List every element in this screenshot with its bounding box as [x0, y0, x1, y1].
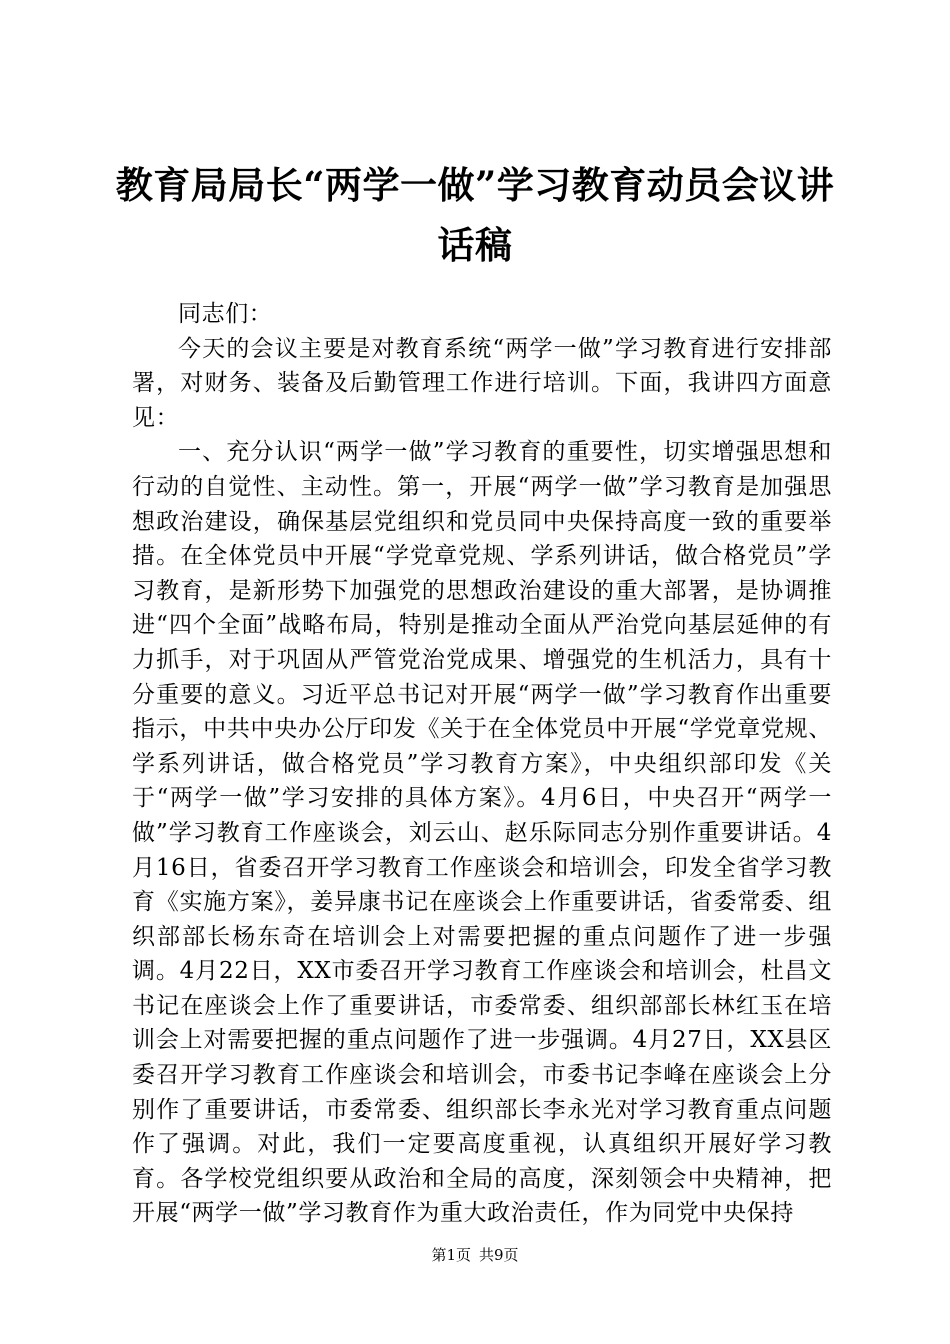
document-title: 教育局局长“两学一做”学习教育动员会议讲话稿 — [115, 163, 835, 267]
page-number: 第1页 — [431, 1246, 471, 1264]
page-total: 共9页 — [479, 1246, 519, 1264]
page-footer — [0, 1245, 950, 1265]
document-body — [132, 297, 832, 1231]
paragraph-intro: 今天的会议主要是对教育系统“两学一做”学习教育进行安排部署，对财务、装备及后勤管理工作进行培训。下面，我讲四方面意见： — [132, 335, 832, 431]
paragraph-section-one: 一、充分认识“两学一做”学习教育的重要性，切实增强思想和行动的自觉性、主动性。第一，开展“两学一做”学习教育是加强思想政治建设，确保基层党组织和党员同中央保持高度一致的重要举措。在全体党员中开展“学党章党规、学系列讲话，做合格党员”学习教育，是新形势下加强党的思想政治建设的重大部署，是协调推进“四个全面”战略布局，特别是推动全面从严治党向基层延伸的有力抓手，对于巩固从严管党治党成果、增强党的生机活力，具有十分重要的意义。习近平总书记对开展“两学一做”学习教育作出重要指示，中共中央办公厅印发《关于在全体党员中开展“学党章党规、学系列讲话，做合格党员”学习教育方案》，中央组织部印发《关于“两学一做”学习安排的具体方案》。4月6日，中央召开“两学一做”学习教育工作座谈会，刘云山、赵乐际同志分别作重要讲话。4月16日，省委召开学习教育工作座谈会和培训会，印发全省学习教育《实施方案》，姜异康书记在座谈会上作重要讲话，省委常委、组织部部长杨东奇在培训会上对需要把握的重点问题作了进一步强调。4月22日，XX市委召开学习教育工作座谈会和培训会，杜昌文书记在座谈会上作了重要讲话，市委常委、组织部部长林红玉在培训会上对需要把握的重点问题作了进一步强调。4月27日，XX县区委召开学习教育工作座谈会和培训会，市委书记李峰在座谈会上分别作了重要讲话，市委常委、组织部长李永光对学习教育重点问题作了强调。对此，我们一定要高度重视，认真组织开展好学习教育。各学校党组织要从政治和全局的高度，深刻领会中央精神，把开展“两学一做”学习教育作为重大政治责任，作为同党中央保持 — [132, 439, 832, 1227]
salutation: 同志们： — [178, 301, 273, 327]
